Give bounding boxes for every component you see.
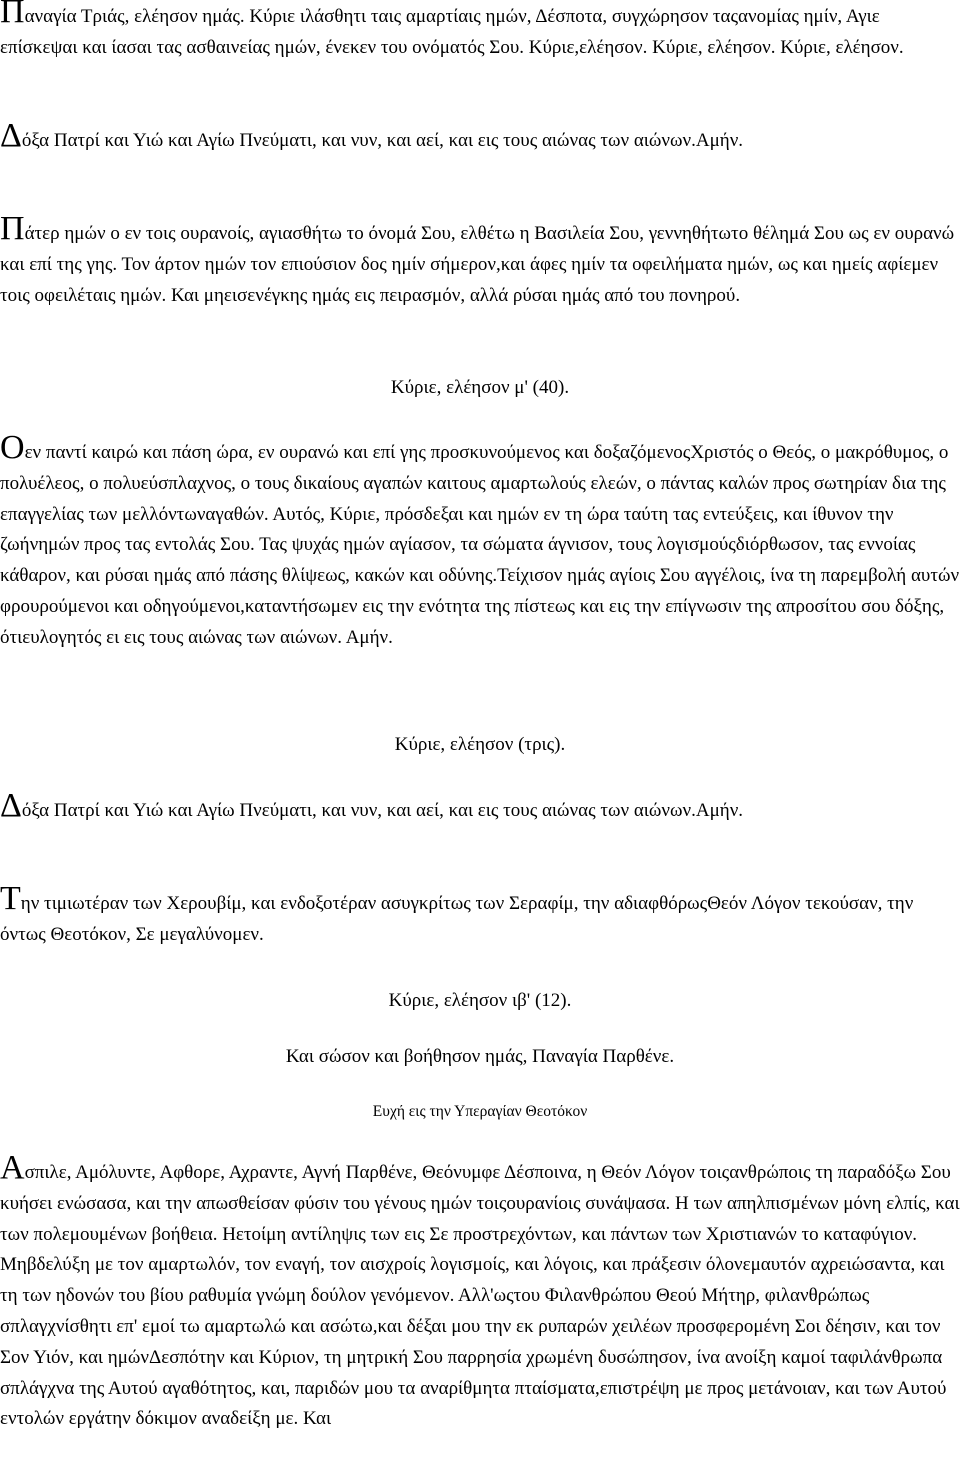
paragraph-12 (0, 1149, 960, 1435)
paragraph-text: Κύριε, ελέησον ιβ' (12). (388, 990, 572, 1011)
paragraph-text: όξα Πατρί και Υιώ και Αγίω Πνεύματι, και νυν, και αεί, και εις τους αιώνας των αιώνων.Αμήν. (21, 130, 744, 151)
paragraph-11 (0, 1097, 960, 1128)
paragraph-text: άτερ ημών ο εν τοις ουρανοίς, αγιασθήτω το όνομά Σου, ελθέτω η Βασιλεία Σου, γεννηθήτωτο θέλημά Σου ως εν ουρανώ και επί της γης. Τον άρτον ημών τον επιούσιον δος ημίν σήμερον,και άφες ημίν τα οφειλήματα ημών, ως και ημείς αφίεμεν τοις οφειλέταις ημών. Και μηεισενέγκης ημάς εις πειρασμόν, αλλά ρύσαι ημάς από του πονηρού. (0, 223, 955, 306)
paragraph-2 (0, 117, 960, 157)
paragraph-8 (0, 880, 960, 951)
paragraph-text: ην τιμιωτέραν των Χερουβίμ, και ενδοξοτέραν ασυγκρίτως των Σεραφίμ, την αδιαφθόρωςΘεόν Λόγον τεκούσαν, την όντως Θεοτόκον, Σε μεγαλύνομεν. (0, 893, 914, 945)
paragraph-text: σπιλε, Αμόλυντε, Αφθορε, Αχραντε, Αγνή Παρθένε, Θεόνυμφε Δέσποινα, η Θεόν Λόγον τοιςανθρώποις τη παραδόξω Σου κυήσει ενώσασα, και την απωσθείσαν φύσιν του γένους ημών τοιςουρανίοις συνάψασα. Η των απηλπισμένων μόνη ελπίς, και των πολεμουμένων βοήθεια. Ηετοίμη αντίληψις των εις Σε προστρεχόντων, και πάντων των Χριστιανών το καταφύγιον. Μηβδελύξη με τον αμαρτωλόν, τον εναγή, τον αισχροίς λογισμοίς, και λόγοις, και πράξεσιν όλονεμαυτόν αχρειώσαντα, και τη των ηδονών του βίου ραθυμία γνώμη δούλον γενόμενον. Αλλ'ωςτου Φιλανθρώπου Θεού Μήτηρ, φιλανθρώπως σπλαγχνίσθητι επ' εμοί τω αμαρτωλώ και ασώτω,και δέξαι μου την εκ ρυπαρών χειλέων προσφερομένη Σοι δέησιν, και τον Σον Υιόν, και ημώνΔεσπότην και Κύριον, τη μητρική Σου παρρησία χρωμένη δυσώπησον, ίνα ανοίξη καμοί ταφιλάνθρωπα σπλάγχνα της Αυτού αγαθότητος, και, παριδών μου τα αναρίθμητα πταίσματα,επιστρέψη με προς μετάνοιαν, και των Αυτού εντολών εργάτην δόκιμον αναδείξη με. Και (0, 1162, 960, 1430)
paragraph-text: Κύριε, ελέησον μ' (40). (390, 377, 570, 398)
paragraph-7 (0, 787, 960, 827)
paragraph-text: Και σώσον και βοήθησον ημάς, Παναγία Παρθένε. (285, 1046, 675, 1067)
paragraph-text: εν παντί καιρώ και πάση ώρα, εν ουρανώ και επί γης προσκυνούμενος και δοξαζόμενοςΧριστός ο Θεός, ο μακρόθυμος, ο πολυέλεος, ο πολυεύσπλαχνος, ο τους δικαίους αγαπών καιτους αμαρτωλούς ελεών, ο πάντας καλών προς σωτηρίαν δια της επαγγελίας των μελλόντωναγαθών. Αυτός, Κύριε, πρόσδεξαι και ημών εν τη ώρα ταύτη τας εντεύξεις, και ίθυνον την ζωήνημών προς τας εντολάς Σου. Τας ψυχάς ημών αγίασον, τα σώματα άγνισον, τους λογισμούςδιόρθωσον, τας εννοίας κάθαρον, και ρύσαι ημάς από πάσης θλίψεως, κακών και οδύνης.Τείχισον ημάς αγίοις Σου αγγέλοις, ίνα τη παρεμβολή αυτών φρουρούμενοι και οδηγούμενοι,καταντήσωμεν εις την ενότητα της πίστεως και εις την επίγνωσιν της απροσίτου σου δόξης, ότιευλογητός ει εις τους αιώνας των αιώνων. Αμήν. (0, 442, 960, 648)
paragraph-text: Ευχή εις την Υπεραγίαν Θεοτόκον (372, 1103, 588, 1120)
paragraph-3 (0, 210, 960, 311)
paragraph-9 (0, 986, 960, 1017)
paragraph-text: αναγία Τριάς, ελέησον ημάς. Κύριε ιλάσθητι ταις αμαρτίαις ημών, Δέσποτα, συγχώρησον ταςανομίας ημίν, Αγιε επίσκεψαι και ίασαι τας ασθαινείας ημών, ένεκεν του ονόματός Σου. Κύριε,ελέησον. Κύριε, ελέησον. Κύριε, ελέησον. (0, 6, 904, 58)
drop-initial: Ο (0, 429, 25, 466)
drop-initial: Τ (0, 880, 21, 917)
paragraph-text: Κύριε, ελέησον (τρις). (394, 734, 566, 755)
paragraph-5 (0, 429, 960, 654)
drop-initial: Δ (0, 787, 22, 824)
drop-initial: Α (0, 1149, 25, 1186)
drop-initial: Π (0, 210, 25, 247)
paragraph-text: όξα Πατρί και Υιώ και Αγίω Πνεύματι, και νυν, και αεί, και εις τους αιώνας των αιώνων.Αμήν. (21, 800, 744, 821)
paragraph-6 (0, 730, 960, 761)
paragraph-4 (0, 373, 960, 404)
drop-initial: Δ (0, 117, 22, 154)
drop-initial: Π (0, 0, 25, 30)
paragraph-10 (0, 1042, 960, 1073)
paragraph-1 (0, 2, 960, 64)
